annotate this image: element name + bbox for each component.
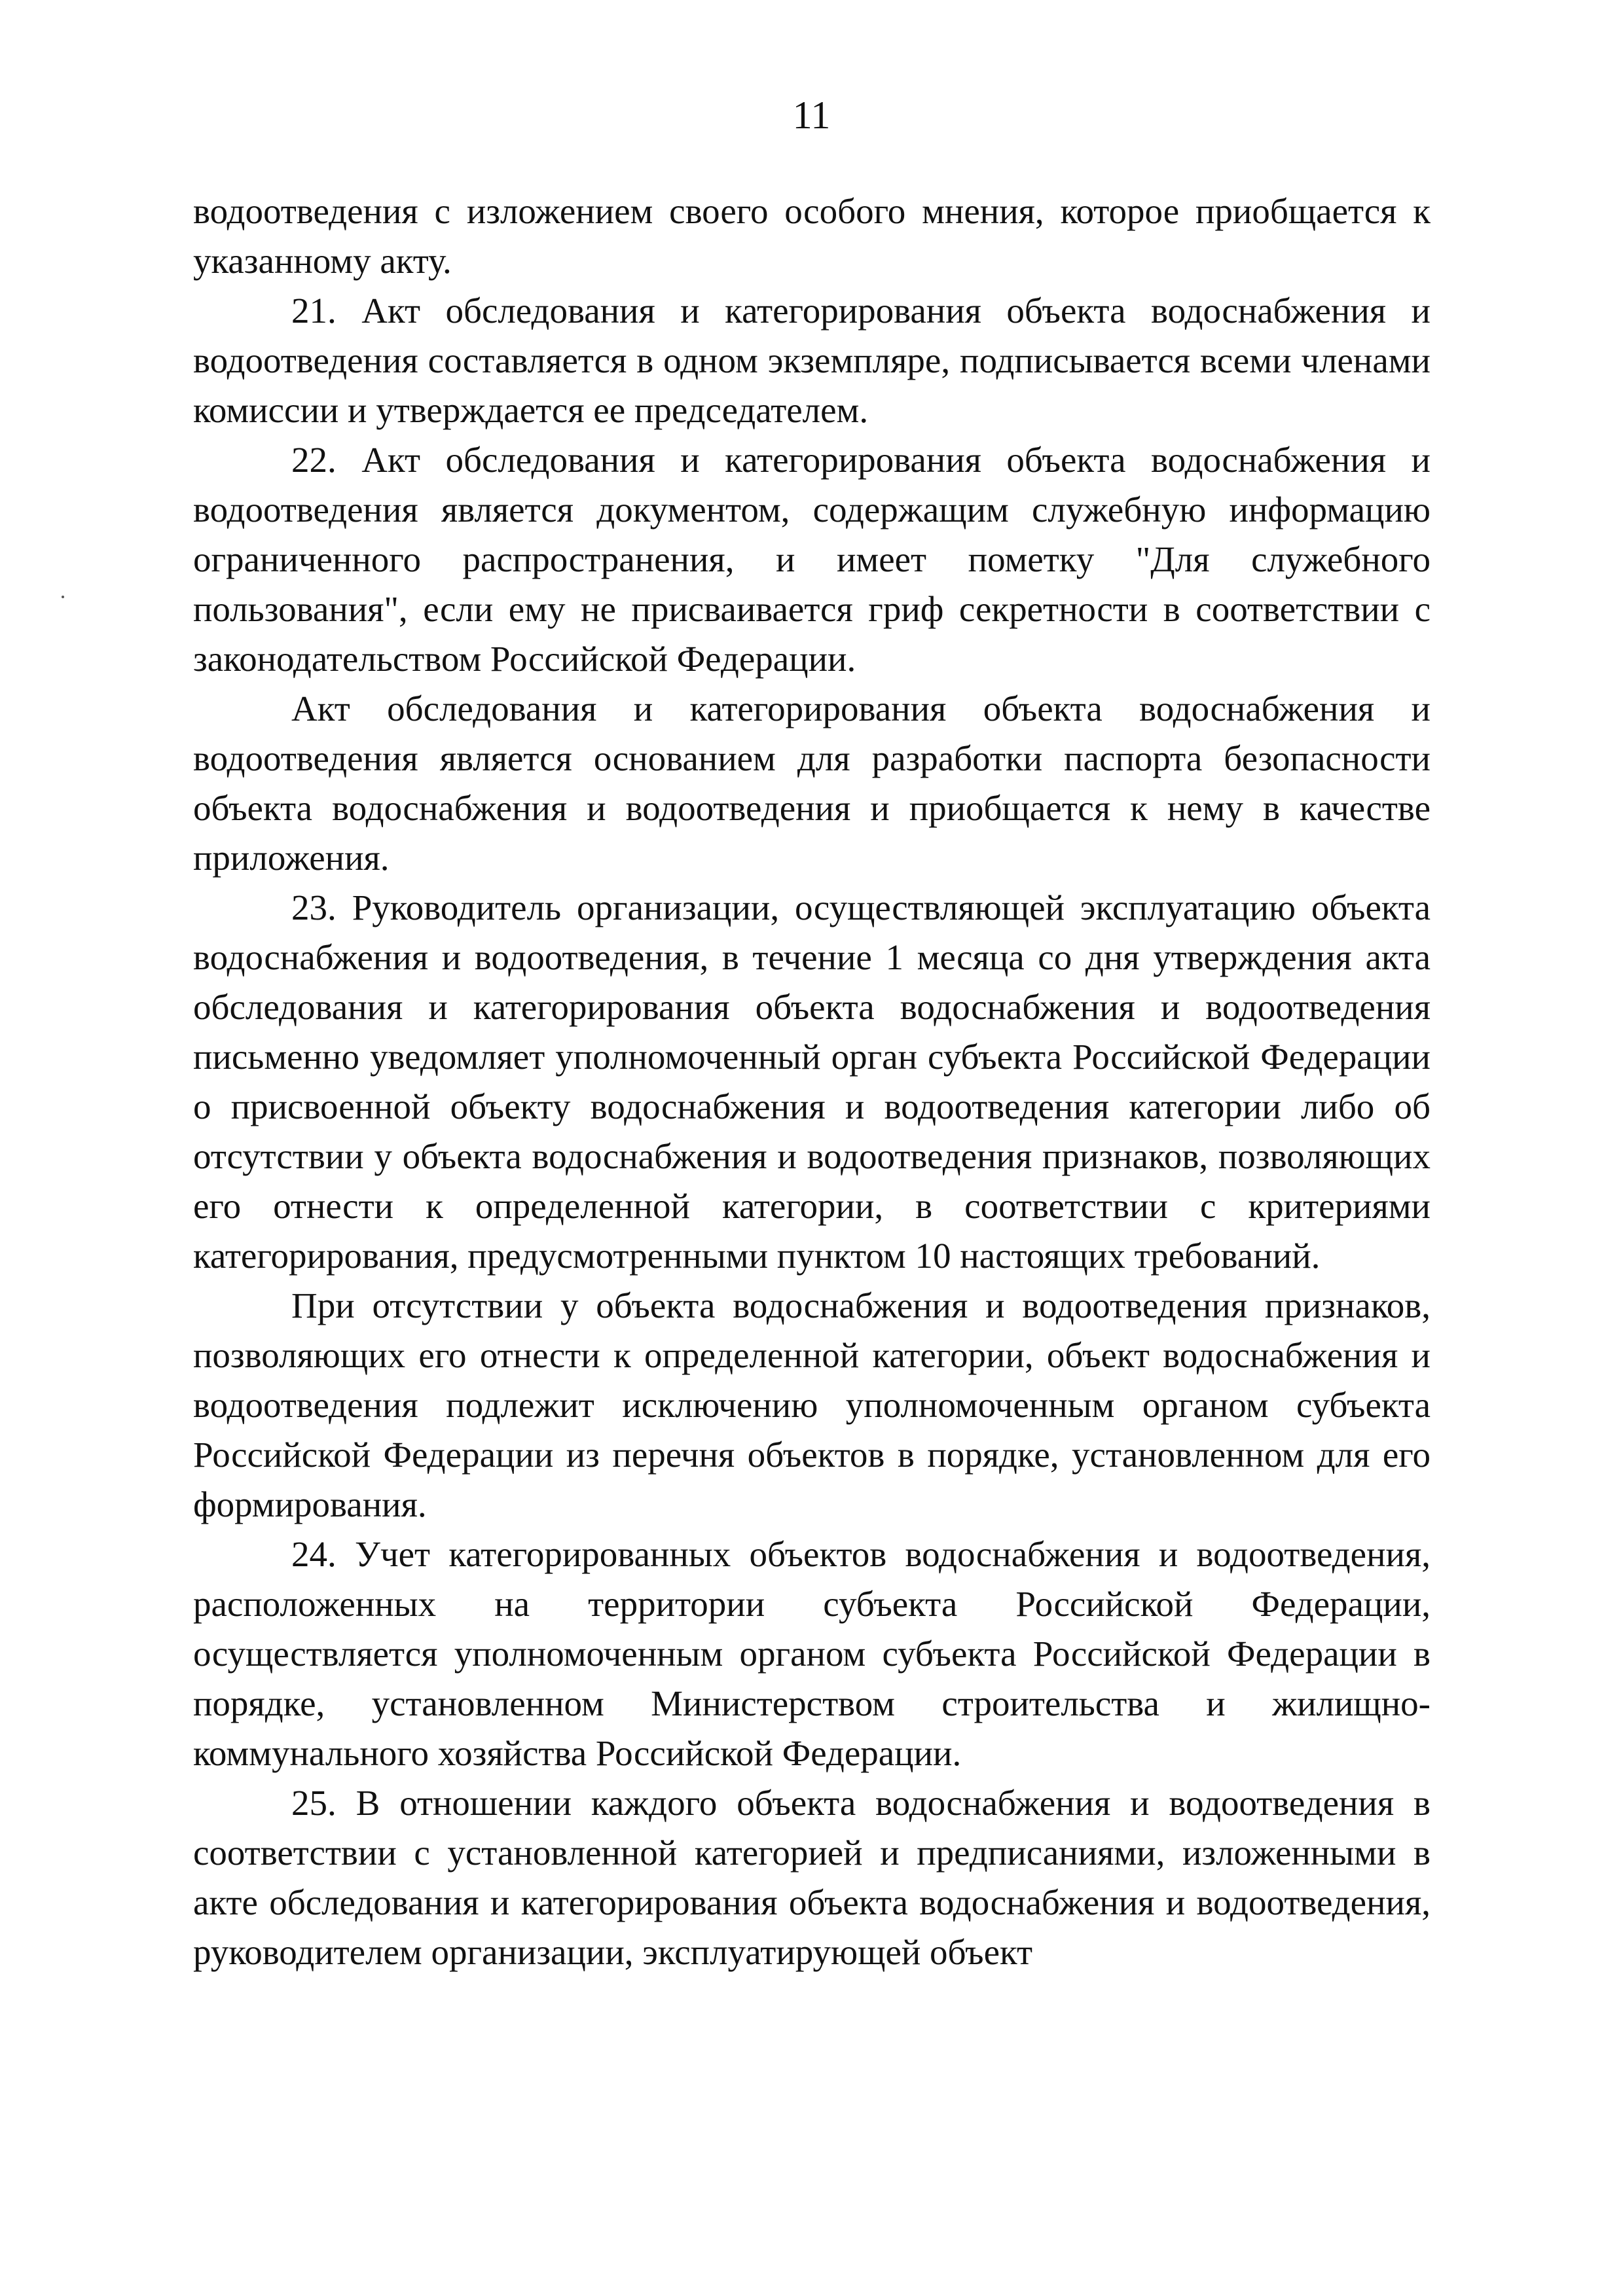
paragraph-25: 25. В отношении каждого объекта водоснабжения и водоотведения в соответствии с установленной категорией и предписаниями, изложенными в акте обследования и категорирования объекта водоснабжения и водоотведения, руководителем организации, эксплуатирующей объект [193,1783,1431,1972]
paragraph-23: 23. Руководитель организации, осуществляющей эксплуатацию объекта водоснабжения и водоотведения, в течение 1 месяца со дня утверждения акта обследования и категорирования объекта водоснабжения и водоотведения письменно уведомляет уполномоченный орган субъекта Российской Федерации о присвоенной объекту водоснабжения и водоотведения категории либо об отсутствии у объекта водоснабжения и водоотведения признаков, позволяющих его отнести к определенной категории, в соответствии с критериями категорирования, предусмотренными пунктом 10 настоящих требований. [193,888,1431,1276]
paragraph-22: 22. Акт обследования и категорирования объекта водоснабжения и водоотведения является документом, содержащим служебную информацию ограниченного распространения, и имеет пометку "Для служебного пользования", если ему не присваивается гриф секретности в соответствии с законодательством Российской Федерации. [193,440,1431,679]
paragraph-21: 21. Акт обследования и категорирования объекта водоснабжения и водоотведения составляется в одном экземпляре, подписывается всеми членами комиссии и утверждается ее председателем. [193,291,1431,430]
paragraph-continuation: водоотведения с изложением своего особого мнения, которое приобщается к указанному акту. [193,191,1431,281]
scan-speck [62,596,64,598]
paragraph-23-exclusion: При отсутствии у объекта водоснабжения и водоотведения признаков, позволяющих его отнести к определенной категории, объект водоснабжения и водоотведения подлежит исключению уполномоченным органом субъекта Российской Федерации из перечня объектов в порядке, установленном для его формирования. [193,1285,1431,1524]
document-body [193,187,1431,1977]
paragraph-22-act-basis: Акт обследования и категорирования объекта водоснабжения и водоотведения является основанием для разработки паспорта безопасности объекта водоснабжения и водоотведения и приобщается к нему в качестве приложения. [193,689,1431,878]
paragraph-24: 24. Учет категорированных объектов водоснабжения и водоотведения, расположенных на территории субъекта Российской Федерации, осуществляется уполномоченным органом субъекта Российской Федерации в порядке, установленном Министерством строительства и жилищно-коммунального хозяйства Российской Федерации. [193,1534,1431,1773]
page-number: 11 [792,94,831,137]
